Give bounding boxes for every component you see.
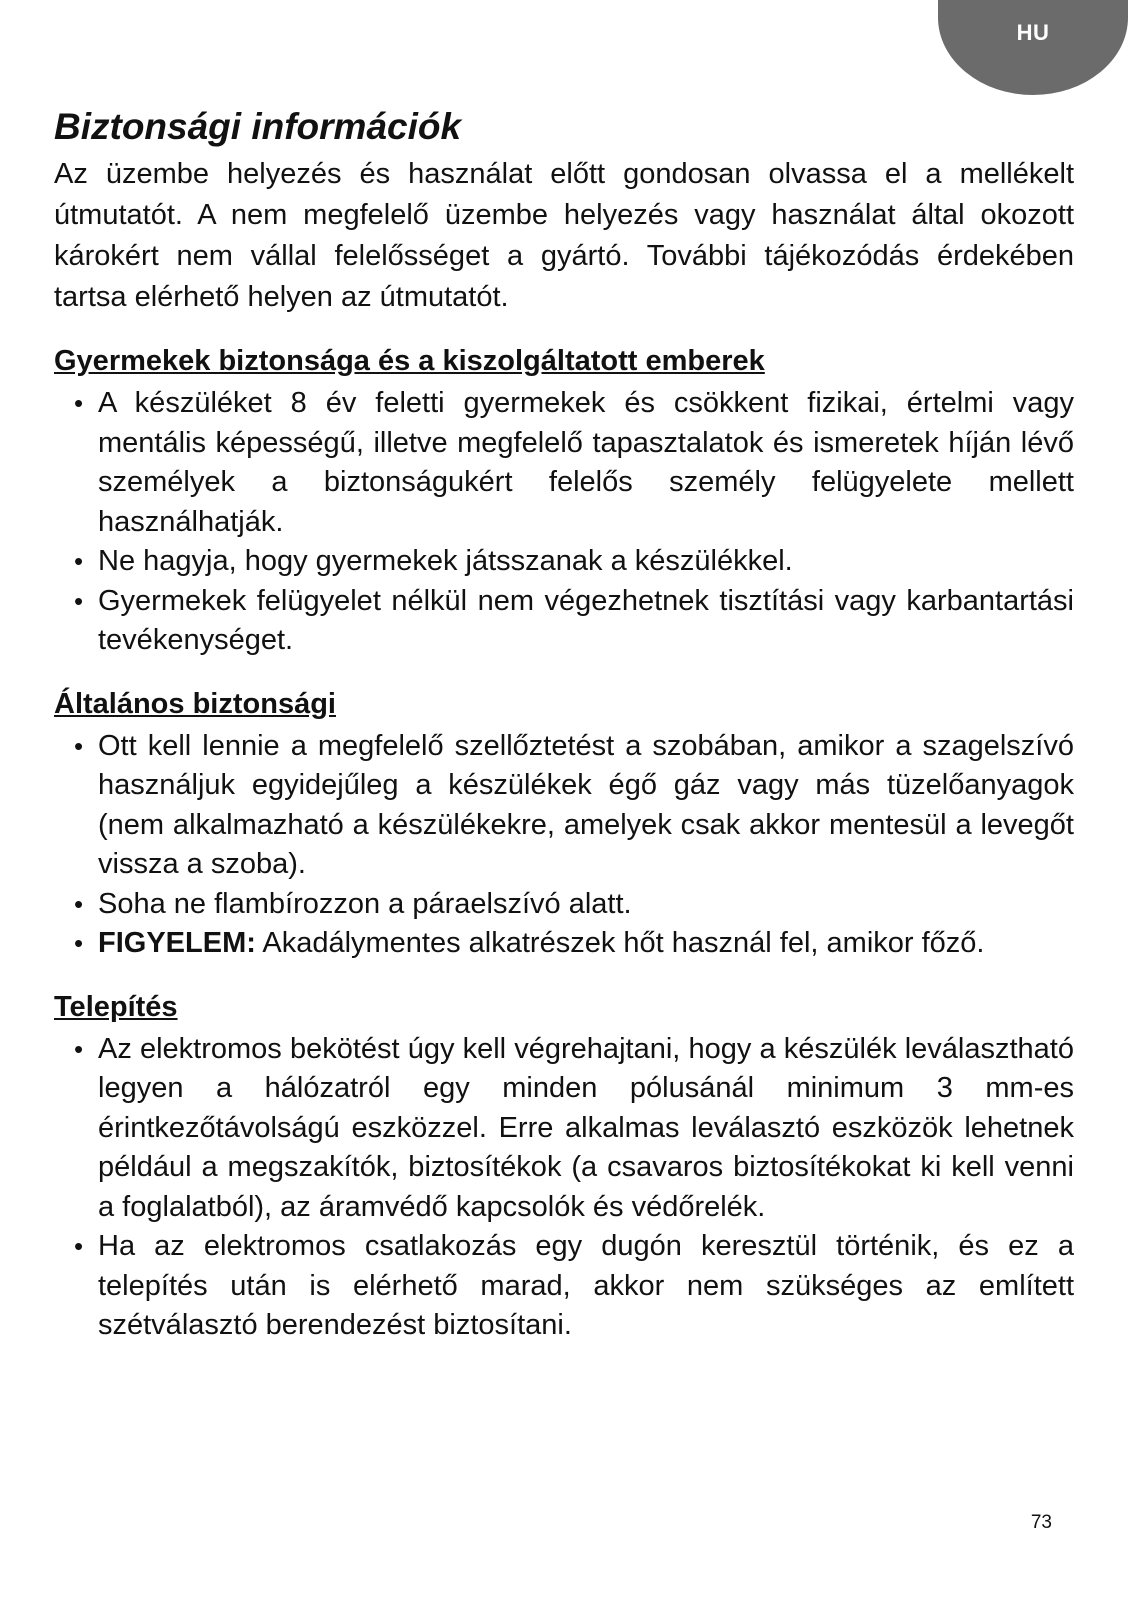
section-heading: Gyermekek biztonsága és a kiszolgáltatott emberek	[54, 345, 765, 378]
language-label: HU	[1016, 20, 1050, 45]
warning-item	[98, 924, 1074, 964]
bullet-list	[54, 1030, 1074, 1346]
language-tab	[938, 0, 1128, 95]
page-title: Biztonsági információk	[54, 106, 462, 147]
section-child-safety	[54, 342, 1074, 661]
list-item: • Gyermekek felügyelet nélkül nem végezhetnek tisztítási vagy karbantartási tevékenységet.	[98, 582, 1074, 661]
list-item: • A készüléket 8 év feletti gyermekek és csökkent fizikai, értelmi vagy mentális képességű, illetve megfelelő tapasztalatok és ismeretek híján lévő személyek a biztonságukért felelős személy felügyelete mellett használhatják.	[98, 384, 1074, 542]
list-item: • Ott kell lennie a megfelelő szellőztetést a szobában, amikor a szagelszívó használjuk egyidejűleg a készülékek égő gáz vagy más tüzelőanyagok (nem alkalmazható a készülékekre, amelyek csak akkor mentesül a levegőt vissza a szoba).	[98, 727, 1074, 885]
warning-text: Akadálymentes alkatrészek hőt használ fel, amikor főző.	[255, 927, 985, 960]
bullet-list	[54, 384, 1074, 661]
bullet-list	[54, 727, 1074, 964]
intro-paragraph: Az üzembe helyezés és használat előtt gondosan olvassa el a mellékelt útmutatót. A nem megfelelő üzembe helyezés vagy használat által okozott károkért nem vállal felelősséget a gyártó. További tájékozódás érdekében tartsa elérhető helyen az útmutatót.	[54, 158, 1074, 314]
list-item: • Az elektromos bekötést úgy kell végrehajtani, hogy a készülék leválasztható legyen a hálózatról egy minden pólusánál minimum 3 mm-es érintkezőtávolságú eszközzel. Erre alkalmas leválasztó eszközök lehetnek például a megszakítók, biztosítékok (a csavaros biztosítékokat ki kell venni a foglalatból), az áramvédő kapcsolók és védőrelék.	[98, 1030, 1074, 1228]
section-heading: Telepítés	[54, 990, 178, 1023]
list-item: • Ha az elektromos csatlakozás egy dugón keresztül történik, és ez a telepítés után is elérhető marad, akkor nem szükséges az említett szétválasztó berendezést biztosítani.	[98, 1227, 1074, 1346]
document-body	[54, 104, 1074, 1346]
list-item: • Ne hagyja, hogy gyermekek játsszanak a készülékkel.	[98, 542, 1074, 582]
section-heading: Általános biztonsági	[54, 687, 336, 720]
page-number: 73	[1030, 1512, 1052, 1533]
warning-label: FIGYELEM:	[98, 927, 256, 960]
section-installation	[54, 988, 1074, 1346]
section-general-safety	[54, 685, 1074, 964]
list-item: • Soha ne flambírozzon a páraelszívó alatt.	[98, 885, 1074, 925]
